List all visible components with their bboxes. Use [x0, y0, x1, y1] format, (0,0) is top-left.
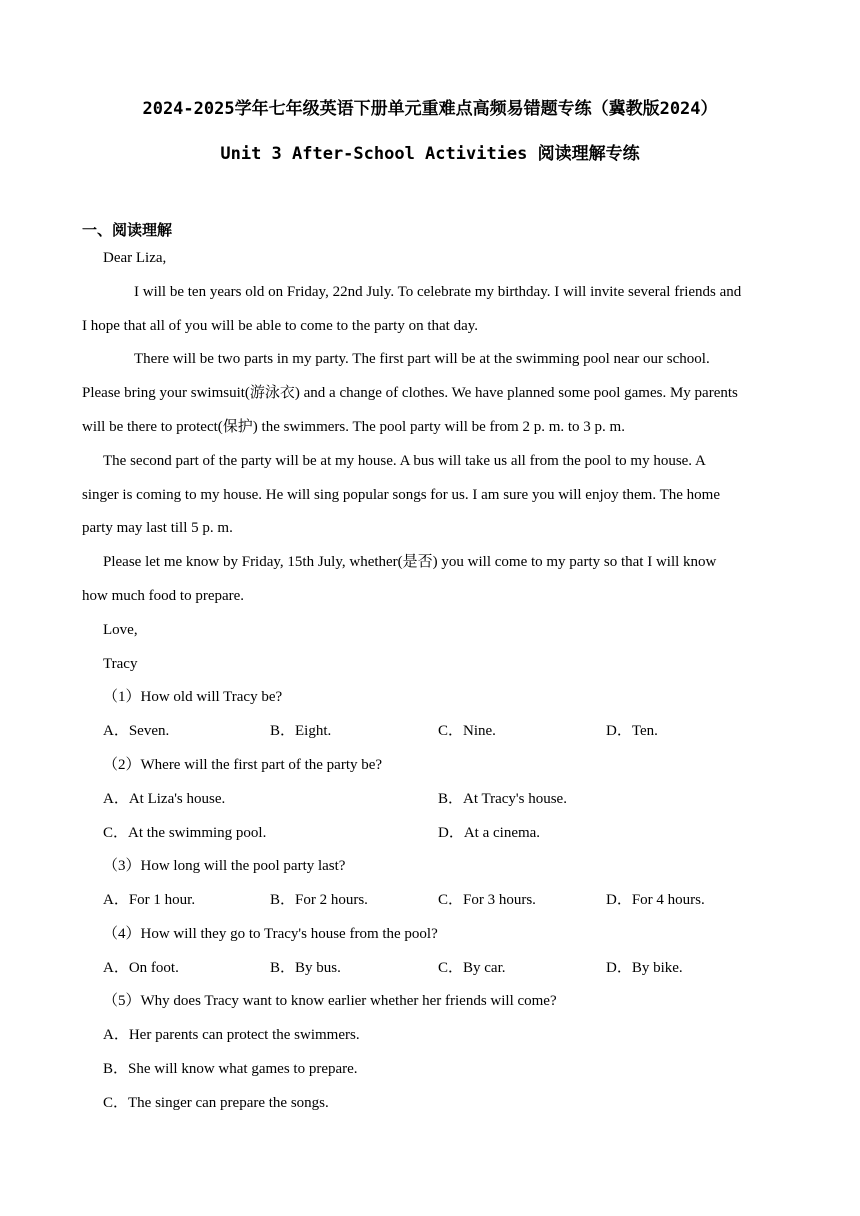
option-d: D．Ten.	[606, 723, 658, 739]
option-d: D．For 4 hours.	[606, 892, 705, 908]
passage-line: The second part of the party will be at my house. A bus will take us all from the pool to my house. A	[103, 453, 706, 469]
question-stem: （5）Why does Tracy want to know earlier whether her friends will come?	[103, 993, 557, 1009]
document-title: 2024-2025学年七年级英语下册单元重难点高频易错题专练（冀教版2024）	[142, 99, 718, 119]
document-subtitle: Unit 3 After-School Activities 阅读理解专练	[220, 144, 640, 164]
passage-line: There will be two parts in my party. The first part will be at the swimming pool near our school.	[134, 351, 710, 367]
option-c: C．At the swimming pool.	[103, 825, 267, 841]
passage-line: Please let me know by Friday, 15th July, whether(是否) you will come to my party so that I will know	[103, 554, 717, 570]
option-a: A．Her parents can protect the swimmers.	[103, 1027, 360, 1043]
passage-line: will be there to protect(保护) the swimmers. The pool party will be from 2 p. m. to 3 p. m.	[82, 419, 625, 435]
option-b: B．For 2 hours.	[270, 892, 368, 908]
letter-salutation: Dear Liza,	[103, 250, 167, 266]
option-c: C．By car.	[438, 960, 506, 976]
question-stem: （4）How will they go to Tracy's house from the pool?	[103, 926, 438, 942]
option-a: A．On foot.	[103, 960, 179, 976]
option-b: B．At Tracy's house.	[438, 791, 567, 807]
option-a: A．Seven.	[103, 723, 170, 739]
passage-line: Please bring your swimsuit(游泳衣) and a change of clothes. We have planned some pool games. My parents	[82, 385, 738, 401]
passage-line: how much food to prepare.	[82, 588, 245, 604]
passage-line: party may last till 5 p. m.	[82, 520, 233, 536]
passage-line: singer is coming to my house. He will sing popular songs for us. I am sure you will enjoy them. The home	[82, 487, 720, 503]
question-stem: （3）How long will the pool party last?	[103, 858, 346, 874]
option-b: B．She will know what games to prepare.	[103, 1061, 358, 1077]
option-c: C．For 3 hours.	[438, 892, 536, 908]
option-c: C．Nine.	[438, 723, 496, 739]
option-c: C．The singer can prepare the songs.	[103, 1095, 329, 1111]
letter-closing: Love,	[103, 622, 138, 638]
section-heading: 一、阅读理解	[82, 221, 173, 239]
question-stem: （2）Where will the first part of the party be?	[103, 757, 383, 773]
passage-line: I will be ten years old on Friday, 22nd July. To celebrate my birthday. I will invite several friends and	[134, 284, 742, 300]
question-stem: （1）How old will Tracy be?	[103, 689, 283, 705]
passage-line: I hope that all of you will be able to come to the party on that day.	[82, 318, 478, 334]
option-b: B．Eight.	[270, 723, 332, 739]
letter-signature: Tracy	[103, 656, 138, 672]
option-a: A．At Liza's house.	[103, 791, 226, 807]
option-a: A．For 1 hour.	[103, 892, 196, 908]
option-d: D．By bike.	[606, 960, 683, 976]
option-b: B．By bus.	[270, 960, 341, 976]
option-d: D．At a cinema.	[438, 825, 541, 841]
